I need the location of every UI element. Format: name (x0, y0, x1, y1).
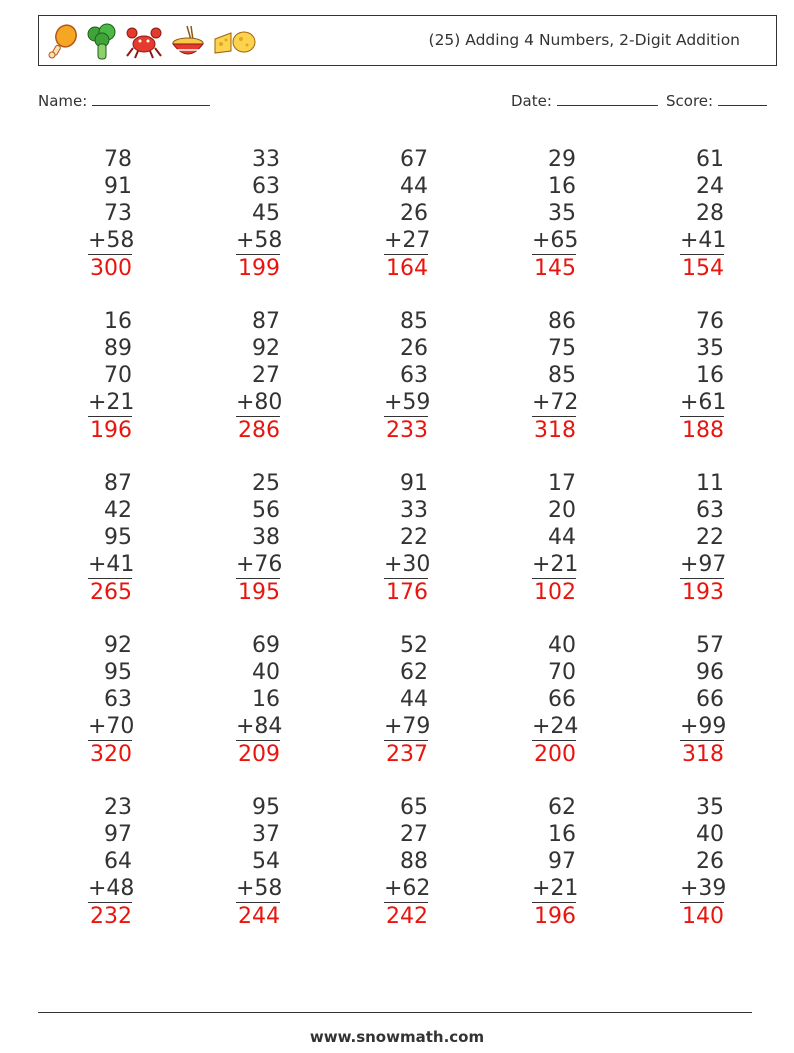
addition-problem (88, 470, 135, 606)
last-addend: +99 (680, 714, 727, 739)
last-addend: +65 (532, 228, 579, 253)
addend: 75 (548, 336, 576, 361)
last-addend: +97 (680, 552, 727, 577)
info-row (38, 91, 771, 113)
addend: 16 (548, 822, 576, 847)
last-addend: +72 (532, 390, 579, 415)
header-box (38, 15, 777, 66)
addend: 63 (252, 174, 280, 199)
noodle-bowl-icon (169, 24, 207, 60)
last-addend: +80 (236, 390, 283, 415)
addition-problem (680, 470, 727, 606)
addend: 96 (696, 660, 724, 685)
answer: 196 (534, 904, 576, 929)
footer-divider (38, 1012, 752, 1013)
addition-problem (236, 632, 283, 768)
addend: 95 (104, 525, 132, 550)
answer: 164 (386, 256, 428, 281)
addend: 20 (548, 498, 576, 523)
answer: 200 (534, 742, 576, 767)
addend: 97 (104, 822, 132, 847)
addend: 66 (548, 687, 576, 712)
last-addend: +61 (680, 390, 727, 415)
score-line[interactable] (718, 91, 767, 106)
answer: 237 (386, 742, 428, 767)
addend: 40 (696, 822, 724, 847)
name-field[interactable] (38, 91, 210, 110)
date-label: Date: (511, 92, 552, 110)
answer: 196 (90, 418, 132, 443)
addition-problem (384, 308, 431, 444)
addend: 38 (252, 525, 280, 550)
addend: 65 (400, 795, 428, 820)
addend: 26 (400, 336, 428, 361)
addition-problem (680, 308, 727, 444)
addition-problem (88, 632, 135, 768)
addend: 40 (548, 633, 576, 658)
addend: 27 (400, 822, 428, 847)
answer: 199 (238, 256, 280, 281)
answer: 195 (238, 580, 280, 605)
addition-problem (532, 794, 579, 930)
addend: 63 (104, 687, 132, 712)
addend: 76 (696, 309, 724, 334)
addend: 16 (252, 687, 280, 712)
last-addend: +58 (236, 876, 283, 901)
addend: 40 (252, 660, 280, 685)
last-addend: +21 (532, 552, 579, 577)
addition-problem (384, 470, 431, 606)
addend: 42 (104, 498, 132, 523)
addition-problem (532, 308, 579, 444)
addition-problem (236, 470, 283, 606)
addition-problem (384, 794, 431, 930)
answer: 176 (386, 580, 428, 605)
addend: 45 (252, 201, 280, 226)
addition-problem (384, 146, 431, 282)
cheese-icon (213, 27, 257, 57)
last-addend: +59 (384, 390, 431, 415)
answer: 145 (534, 256, 576, 281)
addend: 27 (252, 363, 280, 388)
worksheet-title: (25) Adding 4 Numbers, 2-Digit Addition (428, 31, 740, 49)
last-addend: +84 (236, 714, 283, 739)
addition-problem (236, 146, 283, 282)
addend: 11 (696, 471, 724, 496)
addition-problem (680, 794, 727, 930)
answer: 244 (238, 904, 280, 929)
last-addend: +41 (680, 228, 727, 253)
addend: 88 (400, 849, 428, 874)
addition-problem (532, 632, 579, 768)
answer: 154 (682, 256, 724, 281)
addend: 57 (696, 633, 724, 658)
last-addend: +48 (88, 876, 135, 901)
drumstick-icon (47, 23, 79, 61)
addend: 22 (696, 525, 724, 550)
date-field[interactable] (511, 91, 658, 110)
addend: 62 (400, 660, 428, 685)
addend: 70 (104, 363, 132, 388)
answer: 318 (682, 742, 724, 767)
addend: 29 (548, 147, 576, 172)
answer: 102 (534, 580, 576, 605)
addend: 66 (696, 687, 724, 712)
addition-problem (88, 794, 135, 930)
answer: 318 (534, 418, 576, 443)
addition-problem (384, 632, 431, 768)
addend: 54 (252, 849, 280, 874)
addend: 91 (104, 174, 132, 199)
addend: 16 (696, 363, 724, 388)
answer: 232 (90, 904, 132, 929)
date-line[interactable] (557, 91, 658, 106)
addend: 37 (252, 822, 280, 847)
last-addend: +76 (236, 552, 283, 577)
addition-problem (532, 470, 579, 606)
addend: 95 (104, 660, 132, 685)
name-label: Name: (38, 92, 88, 110)
answer: 286 (238, 418, 280, 443)
score-label: Score: (666, 92, 714, 110)
last-addend: +58 (88, 228, 135, 253)
addition-problem (88, 146, 135, 282)
addend: 63 (696, 498, 724, 523)
addend: 35 (696, 336, 724, 361)
answer: 265 (90, 580, 132, 605)
answer: 140 (682, 904, 724, 929)
addend: 62 (548, 795, 576, 820)
last-addend: +62 (384, 876, 431, 901)
addend: 26 (696, 849, 724, 874)
addend: 28 (696, 201, 724, 226)
last-addend: +27 (384, 228, 431, 253)
addend: 16 (548, 174, 576, 199)
addend: 23 (104, 795, 132, 820)
addend: 91 (400, 471, 428, 496)
addend: 89 (104, 336, 132, 361)
last-addend: +21 (88, 390, 135, 415)
answer: 320 (90, 742, 132, 767)
addend: 44 (400, 687, 428, 712)
addend: 16 (104, 309, 132, 334)
answer: 188 (682, 418, 724, 443)
addend: 35 (696, 795, 724, 820)
addend: 92 (252, 336, 280, 361)
last-addend: +79 (384, 714, 431, 739)
answer: 300 (90, 256, 132, 281)
addend: 17 (548, 471, 576, 496)
header-icons (47, 22, 257, 62)
addend: 35 (548, 201, 576, 226)
addend: 85 (400, 309, 428, 334)
addend: 44 (400, 174, 428, 199)
addend: 87 (252, 309, 280, 334)
addend: 78 (104, 147, 132, 172)
addend: 86 (548, 309, 576, 334)
last-addend: +30 (384, 552, 431, 577)
addition-problem (88, 308, 135, 444)
addend: 25 (252, 471, 280, 496)
name-line[interactable] (92, 91, 210, 106)
last-addend: +21 (532, 876, 579, 901)
crab-icon (125, 24, 163, 60)
addend: 97 (548, 849, 576, 874)
addition-problem (236, 794, 283, 930)
answer: 209 (238, 742, 280, 767)
addend: 67 (400, 147, 428, 172)
addend: 52 (400, 633, 428, 658)
last-addend: +24 (532, 714, 579, 739)
addend: 56 (252, 498, 280, 523)
addition-problem (532, 146, 579, 282)
addend: 24 (696, 174, 724, 199)
addend: 22 (400, 525, 428, 550)
addend: 85 (548, 363, 576, 388)
addition-problem (236, 308, 283, 444)
answer: 242 (386, 904, 428, 929)
last-addend: +58 (236, 228, 283, 253)
addend: 44 (548, 525, 576, 550)
addition-problem (680, 632, 727, 768)
addend: 69 (252, 633, 280, 658)
addend: 26 (400, 201, 428, 226)
addend: 73 (104, 201, 132, 226)
addend: 61 (696, 147, 724, 172)
addend: 33 (400, 498, 428, 523)
addend: 95 (252, 795, 280, 820)
addend: 70 (548, 660, 576, 685)
addition-problem (680, 146, 727, 282)
broccoli-icon (85, 22, 119, 62)
last-addend: +70 (88, 714, 135, 739)
addend: 87 (104, 471, 132, 496)
addend: 92 (104, 633, 132, 658)
last-addend: +39 (680, 876, 727, 901)
footer-site: www.snowmath.com (309, 1028, 485, 1046)
answer: 193 (682, 580, 724, 605)
answer: 233 (386, 418, 428, 443)
addend: 64 (104, 849, 132, 874)
last-addend: +41 (88, 552, 135, 577)
score-field[interactable] (666, 91, 767, 110)
addend: 63 (400, 363, 428, 388)
addend: 33 (252, 147, 280, 172)
